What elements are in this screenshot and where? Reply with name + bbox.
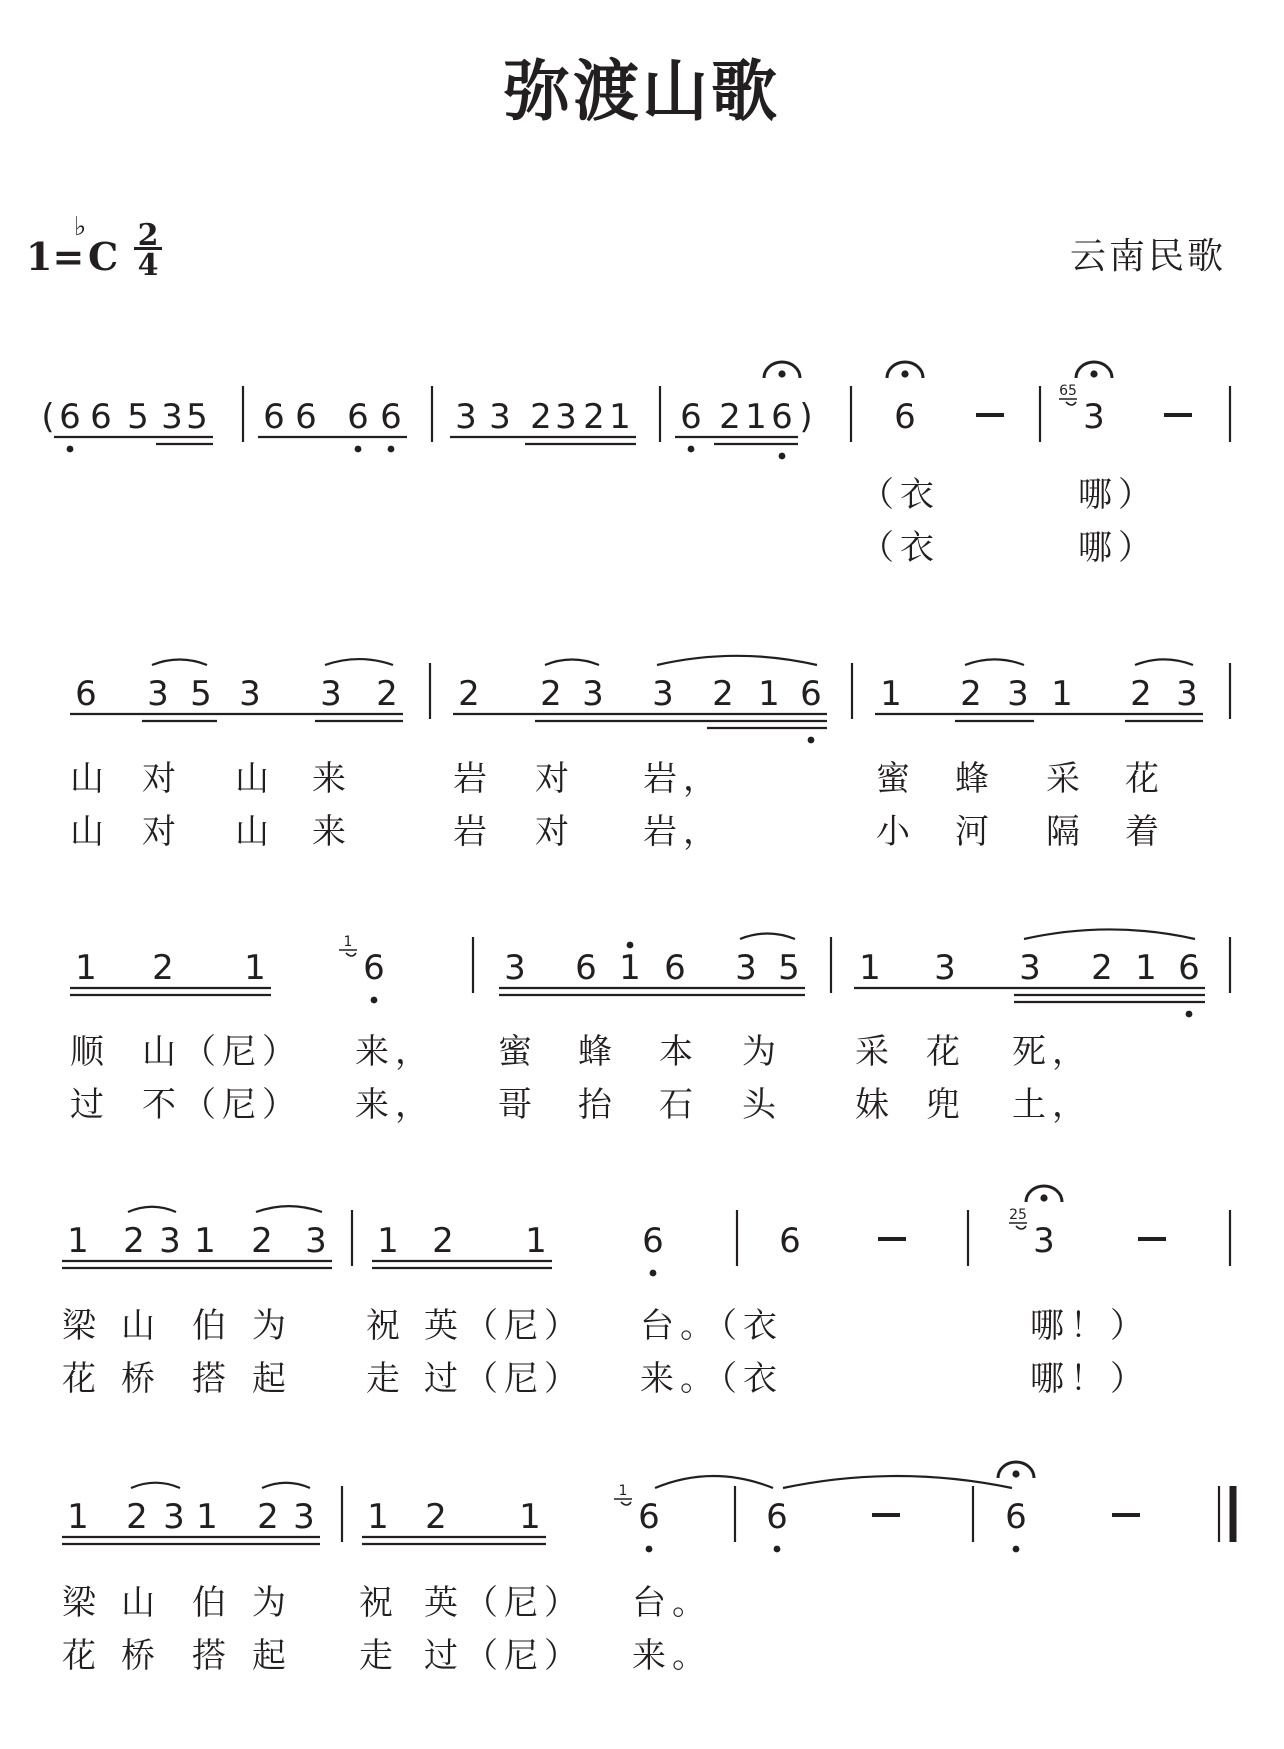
fermata-dot <box>1040 1194 1047 1201</box>
fermata-dot <box>901 370 908 377</box>
note-1: 1 <box>880 674 902 714</box>
note-1: 1 <box>194 1221 216 1261</box>
grace-slur <box>1066 402 1076 405</box>
note-3: 3 <box>1083 397 1105 437</box>
lyric-syllable: 岩 <box>453 812 493 852</box>
lyric-syllable: 不（尼） <box>142 1085 302 1125</box>
lyric-syllable: 哪！） <box>1030 1359 1150 1399</box>
note-2: 2 <box>712 674 734 714</box>
low-octave-dot <box>688 446 695 453</box>
note-6: 6 <box>380 397 402 437</box>
lyric-syllable: 走 <box>366 1359 406 1399</box>
lyric-syllable: 本 <box>659 1032 699 1072</box>
lyric-syllable: （衣 <box>860 475 940 515</box>
note-2: 2 <box>719 397 741 437</box>
song-source: 云南民歌 <box>1069 236 1226 277</box>
note-3: 3 <box>161 397 183 437</box>
lyric-syllable: 为 <box>742 1032 782 1072</box>
note-1: 1 <box>75 948 97 988</box>
note-3: 3 <box>1019 948 1041 988</box>
note-3: 3 <box>163 1497 185 1537</box>
lyric-syllable: 祝 <box>366 1306 406 1346</box>
lyric-syllable: 过（尼） <box>424 1636 584 1676</box>
note-3: 3 <box>320 674 342 714</box>
tie-arc <box>783 1476 1012 1488</box>
low-octave-dot <box>774 1546 781 1553</box>
note-3: 3 <box>239 674 261 714</box>
low-octave-dot <box>355 446 362 453</box>
note-6: 6 <box>766 1497 788 1537</box>
lyric-syllable: 岩 <box>453 759 493 799</box>
note-2: 2 <box>152 948 174 988</box>
key-tonic: C <box>88 234 119 279</box>
slur-arc <box>128 1207 176 1212</box>
lyric-syllable: 为 <box>252 1583 292 1623</box>
note-6: 6 <box>664 948 686 988</box>
lyric-syllable: 土， <box>1012 1085 1092 1125</box>
note-5: 5 <box>127 397 149 437</box>
slur-arc <box>740 933 795 939</box>
low-octave-dot <box>371 997 378 1004</box>
lyric-syllable: 台。（衣 <box>640 1306 783 1346</box>
note-6: 6 <box>642 1221 664 1261</box>
note-6: 6 <box>347 397 369 437</box>
lyric-syllable: 采 <box>1046 759 1086 799</box>
note-1: 1 <box>67 1221 89 1261</box>
lyric-syllable: 台。 <box>632 1583 712 1623</box>
lyric-syllable: 哪） <box>1078 475 1158 515</box>
note-6: 6 <box>90 397 112 437</box>
note-6: 6 <box>363 948 385 988</box>
lyric-syllable: 英（尼） <box>424 1306 584 1346</box>
lyric-syllable: 小 <box>876 812 916 852</box>
low-octave-dot <box>1186 1011 1193 1018</box>
note-2: 2 <box>425 1497 447 1537</box>
note-2: 2 <box>432 1221 454 1261</box>
note-3: 3 <box>159 1221 181 1261</box>
lyric-syllable: （衣 <box>860 528 940 568</box>
grace-slur <box>346 953 356 956</box>
note-1: 1 <box>196 1497 218 1537</box>
note-3: 3 <box>555 397 577 437</box>
tie-arc <box>655 1476 773 1488</box>
note-3: 3 <box>1033 1221 1055 1261</box>
lyric-syllable: 河 <box>955 812 995 852</box>
note-2: 2 <box>458 674 480 714</box>
lyric-syllable: 来， <box>355 1032 435 1072</box>
lyric-syllable: 桥 <box>121 1359 161 1399</box>
fermata-dot <box>1012 1470 1019 1477</box>
note-1: 1 <box>609 397 631 437</box>
lyric-syllable: 哥 <box>498 1085 538 1125</box>
lyric-syllable: 梁 <box>62 1583 102 1623</box>
grace-notes: 1 <box>618 1483 628 1499</box>
note-1: 1 <box>244 948 266 988</box>
lyric-syllable: 隔 <box>1046 812 1086 852</box>
lyric-syllable: 采 <box>855 1032 895 1072</box>
note-3: 3 <box>305 1221 327 1261</box>
note-3: 3 <box>504 948 526 988</box>
note-2: 2 <box>123 1221 145 1261</box>
note-3: 3 <box>735 948 757 988</box>
lyric-syllable: 山 <box>235 759 275 799</box>
note-6: 6 <box>59 397 81 437</box>
fermata-dot <box>1090 370 1097 377</box>
note-6: 6 <box>1178 948 1200 988</box>
high-octave-dot <box>627 942 634 949</box>
note-6: 6 <box>894 397 916 437</box>
lyric-syllable: 岩， <box>643 759 723 799</box>
low-octave-dot <box>808 737 815 744</box>
grace-notes: 1 <box>343 934 353 950</box>
slur-arc <box>152 659 207 665</box>
note-3: 3 <box>147 674 169 714</box>
grace-notes: 65 <box>1059 383 1077 399</box>
slur-arc <box>965 659 1024 665</box>
lyric-syllable: 花 <box>926 1032 966 1072</box>
slur-arc <box>1024 929 1195 939</box>
note-5: 5 <box>190 674 212 714</box>
note-3: 3 <box>652 674 674 714</box>
note-1: 1 <box>367 1497 389 1537</box>
lyric-syllable: 来 <box>312 759 352 799</box>
slur-arc <box>657 656 817 665</box>
slur-arc <box>256 1206 322 1212</box>
slur-arc <box>131 1483 180 1488</box>
lyric-syllable: 山 <box>70 812 110 852</box>
low-octave-dot <box>650 1270 657 1277</box>
note-3: 3 <box>582 674 604 714</box>
note-2: 2 <box>960 674 982 714</box>
song-title: 弥渡山歌 <box>504 53 780 130</box>
lyric-syllable: 祝 <box>359 1583 399 1623</box>
lyric-syllable: 来， <box>355 1085 435 1125</box>
lyric-syllable: 伯 <box>192 1583 232 1623</box>
note-1: 1 <box>1135 948 1157 988</box>
lyric-syllable: 山（尼） <box>142 1032 302 1072</box>
lyric-syllable: 山 <box>121 1583 161 1623</box>
note-3: 3 <box>489 397 511 437</box>
lyric-syllable: 岩， <box>643 812 723 852</box>
lyric-syllable: 桥 <box>121 1636 161 1676</box>
lyric-syllable: 哪） <box>1078 528 1158 568</box>
grace-slur <box>1016 1226 1026 1229</box>
note-2: 2 <box>583 397 605 437</box>
note-6: 6 <box>1005 1497 1027 1537</box>
lyric-syllable: 对 <box>535 812 575 852</box>
lyric-syllable: 花 <box>1125 759 1165 799</box>
fermata-dot <box>778 370 785 377</box>
note-1: 1 <box>758 674 780 714</box>
lyric-syllable: 蜜 <box>498 1032 538 1072</box>
note-6: 6 <box>800 674 822 714</box>
lyric-syllable: 为 <box>252 1306 292 1346</box>
lyric-syllable: 山 <box>70 759 110 799</box>
slur-arc <box>325 659 393 665</box>
low-octave-dot <box>67 446 74 453</box>
lyric-syllable: 起 <box>252 1359 292 1399</box>
low-octave-dot <box>779 453 786 460</box>
lyric-syllable: 搭 <box>192 1636 232 1676</box>
lyric-syllable: 抬 <box>578 1085 618 1125</box>
lyric-syllable: 山 <box>235 812 275 852</box>
lyric-syllable: 哪！） <box>1030 1306 1150 1346</box>
lyric-syllable: 死， <box>1012 1032 1092 1072</box>
low-octave-dot <box>388 446 395 453</box>
lyric-syllable: 石 <box>659 1085 699 1125</box>
slur-arc <box>545 660 599 665</box>
lyric-syllable: 来 <box>312 812 352 852</box>
grace-slur <box>621 1502 631 1505</box>
lyric-syllable: 对 <box>142 812 182 852</box>
lyric-syllable: 搭 <box>192 1359 232 1399</box>
lyric-syllable: 蜂 <box>955 759 995 799</box>
lyric-syllable: 来。 <box>632 1636 712 1676</box>
time-numerator: 2 <box>137 218 159 253</box>
lyric-syllable: 来。（衣 <box>640 1359 783 1399</box>
note-2: 2 <box>530 397 552 437</box>
lyric-syllable: 起 <box>252 1636 292 1676</box>
lyric-syllable: 兜 <box>926 1085 966 1125</box>
lyric-syllable: 山 <box>121 1306 161 1346</box>
lyric-syllable: 顺 <box>70 1032 110 1072</box>
slur-arc <box>1135 659 1193 665</box>
lyric-syllable: 梁 <box>62 1306 102 1346</box>
note-5: 5 <box>186 397 208 437</box>
note-6: 6 <box>263 397 285 437</box>
lyric-syllable: 过（尼） <box>424 1359 584 1399</box>
note-1: 1 <box>619 948 641 988</box>
note-3: 3 <box>293 1497 315 1537</box>
lyric-syllable: 蜂 <box>578 1032 618 1072</box>
lyric-syllable: 花 <box>62 1359 102 1399</box>
lyric-syllable: 英（尼） <box>424 1583 584 1623</box>
paren-mark: ( <box>41 397 55 437</box>
note-2: 2 <box>1091 948 1113 988</box>
note-6: 6 <box>638 1497 660 1537</box>
note-2: 2 <box>257 1497 279 1537</box>
lyric-syllable: 花 <box>62 1636 102 1676</box>
note-2: 2 <box>376 674 398 714</box>
grace-notes: 25 <box>1009 1207 1027 1223</box>
note-2: 2 <box>540 674 562 714</box>
note-6: 6 <box>75 674 97 714</box>
lyric-syllable: 对 <box>142 759 182 799</box>
note-6: 6 <box>295 397 317 437</box>
low-octave-dot <box>1013 1546 1020 1553</box>
lyric-syllable: 伯 <box>192 1306 232 1346</box>
note-3: 3 <box>1176 674 1198 714</box>
lyric-syllable: 过 <box>70 1085 110 1125</box>
lyric-syllable: 头 <box>742 1085 782 1125</box>
note-1: 1 <box>377 1221 399 1261</box>
note-6: 6 <box>771 397 793 437</box>
note-1: 1 <box>859 948 881 988</box>
note-3: 3 <box>934 948 956 988</box>
note-6: 6 <box>779 1221 801 1261</box>
lyric-syllable: 着 <box>1125 812 1165 852</box>
lyric-syllable: 走 <box>359 1636 399 1676</box>
key-tonic-prefix: 1= <box>26 234 85 279</box>
note-3: 3 <box>455 397 477 437</box>
note-2: 2 <box>251 1221 273 1261</box>
slur-arc <box>262 1483 310 1488</box>
paren-mark: ) <box>799 397 813 437</box>
lyric-syllable: 对 <box>535 759 575 799</box>
low-octave-dot <box>646 1546 653 1553</box>
lyric-syllable: 蜜 <box>876 759 916 799</box>
note-5: 5 <box>778 948 800 988</box>
time-denominator: 4 <box>137 248 159 283</box>
note-1: 1 <box>745 397 767 437</box>
note-6: 6 <box>575 948 597 988</box>
note-1: 1 <box>67 1497 89 1537</box>
note-1: 1 <box>519 1497 541 1537</box>
note-2: 2 <box>126 1497 148 1537</box>
note-1: 1 <box>1051 674 1073 714</box>
note-6: 6 <box>680 397 702 437</box>
note-3: 3 <box>1007 674 1029 714</box>
flat-sign: ♭ <box>74 212 87 242</box>
note-1: 1 <box>525 1221 547 1261</box>
note-2: 2 <box>1130 674 1152 714</box>
lyric-syllable: 妹 <box>855 1085 895 1125</box>
